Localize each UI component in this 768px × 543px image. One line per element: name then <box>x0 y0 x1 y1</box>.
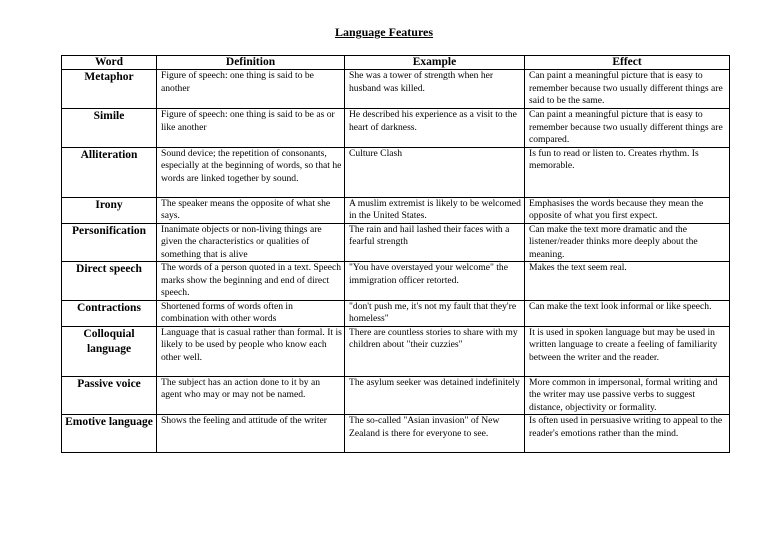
effect-cell: Can paint a meaningful picture that is easy to remember because two usually different things are said to be the same. <box>525 70 730 109</box>
page-title <box>0 25 768 39</box>
table-header-row <box>62 56 730 70</box>
definition-cell: Sound device; the repetition of consonants, especially at the beginning of words, so that he words are linked together by sound. <box>157 147 345 197</box>
header-word: Word <box>62 56 157 70</box>
definition-cell: Shows the feeling and attitude of the writer <box>157 415 345 453</box>
word-cell: Colloquial language <box>62 326 157 376</box>
page-title-text: Language Features <box>334 25 434 39</box>
definition-cell: The subject has an action done to it by an agent who may or may not be named. <box>157 376 345 415</box>
word-cell: Alliteration <box>62 147 157 197</box>
example-cell: Culture Clash <box>345 147 525 197</box>
word-cell: Contractions <box>62 300 157 326</box>
word-cell: Irony <box>62 197 157 223</box>
table-row <box>62 223 730 262</box>
effect-cell: Makes the text seem real. <box>525 262 730 301</box>
table-row <box>62 262 730 301</box>
word-cell: Direct speech <box>62 262 157 301</box>
table-row <box>62 147 730 197</box>
word-cell: Passive voice <box>62 376 157 415</box>
example-cell: The rain and hail lashed their faces with a fearful strength <box>345 223 525 262</box>
word-cell: Emotive language <box>62 415 157 453</box>
table-row <box>62 197 730 223</box>
table-row <box>62 326 730 376</box>
header-definition: Definition <box>157 56 345 70</box>
example-cell: There are countless stories to share with my children about "their cuzzies" <box>345 326 525 376</box>
table-row <box>62 70 730 109</box>
definition-cell: The words of a person quoted in a text. Speech marks show the beginning and end of direct speech. <box>157 262 345 301</box>
example-cell: The asylum seeker was detained indefinitely <box>345 376 525 415</box>
effect-cell: Can paint a meaningful picture that is easy to remember because two usually different things are compared. <box>525 109 730 148</box>
definition-cell: The speaker means the opposite of what she says. <box>157 197 345 223</box>
language-features-table <box>61 55 730 453</box>
table-row <box>62 300 730 326</box>
effect-cell: Is often used in persuasive writing to appeal to the reader's emotions rather than the mind. <box>525 415 730 453</box>
definition-cell: Figure of speech: one thing is said to be another <box>157 70 345 109</box>
effect-cell: Emphasises the words because they mean the opposite of what you first expect. <box>525 197 730 223</box>
word-cell: Simile <box>62 109 157 148</box>
word-cell: Metaphor <box>62 70 157 109</box>
effect-cell: It is used in spoken language but may be used in written language to create a feeling of familiarity between the writer and the reader. <box>525 326 730 376</box>
example-cell: The so-called "Asian invasion" of New Zealand is there for everyone to see. <box>345 415 525 453</box>
table-row <box>62 109 730 148</box>
example-cell: She was a tower of strength when her husband was killed. <box>345 70 525 109</box>
effect-cell: Is fun to read or listen to. Creates rhythm. Is memorable. <box>525 147 730 197</box>
effect-cell: Can make the text more dramatic and the listener/reader thinks more deeply about the meaning. <box>525 223 730 262</box>
example-cell: "You have overstayed your welcome" the immigration officer retorted. <box>345 262 525 301</box>
definition-cell: Shortened forms of words often in combination with other words <box>157 300 345 326</box>
word-cell: Personification <box>62 223 157 262</box>
example-cell: He described his experience as a visit to the heart of darkness. <box>345 109 525 148</box>
table-row <box>62 376 730 415</box>
effect-cell: Can make the text look informal or like speech. <box>525 300 730 326</box>
definition-cell: Inanimate objects or non-living things are given the characteristics or qualities of something that is alive <box>157 223 345 262</box>
example-cell: "don't push me, it's not my fault that they're homeless" <box>345 300 525 326</box>
header-effect: Effect <box>525 56 730 70</box>
table-row <box>62 415 730 453</box>
header-example: Example <box>345 56 525 70</box>
effect-cell: More common in impersonal, formal writing and the writer may use passive verbs to suggest distance, objectivity or formality. <box>525 376 730 415</box>
definition-cell: Figure of speech: one thing is said to be as or like another <box>157 109 345 148</box>
definition-cell: Language that is casual rather than formal. It is likely to be used by people who know each other well. <box>157 326 345 376</box>
example-cell: A muslim extremist is likely to be welcomed in the United States. <box>345 197 525 223</box>
